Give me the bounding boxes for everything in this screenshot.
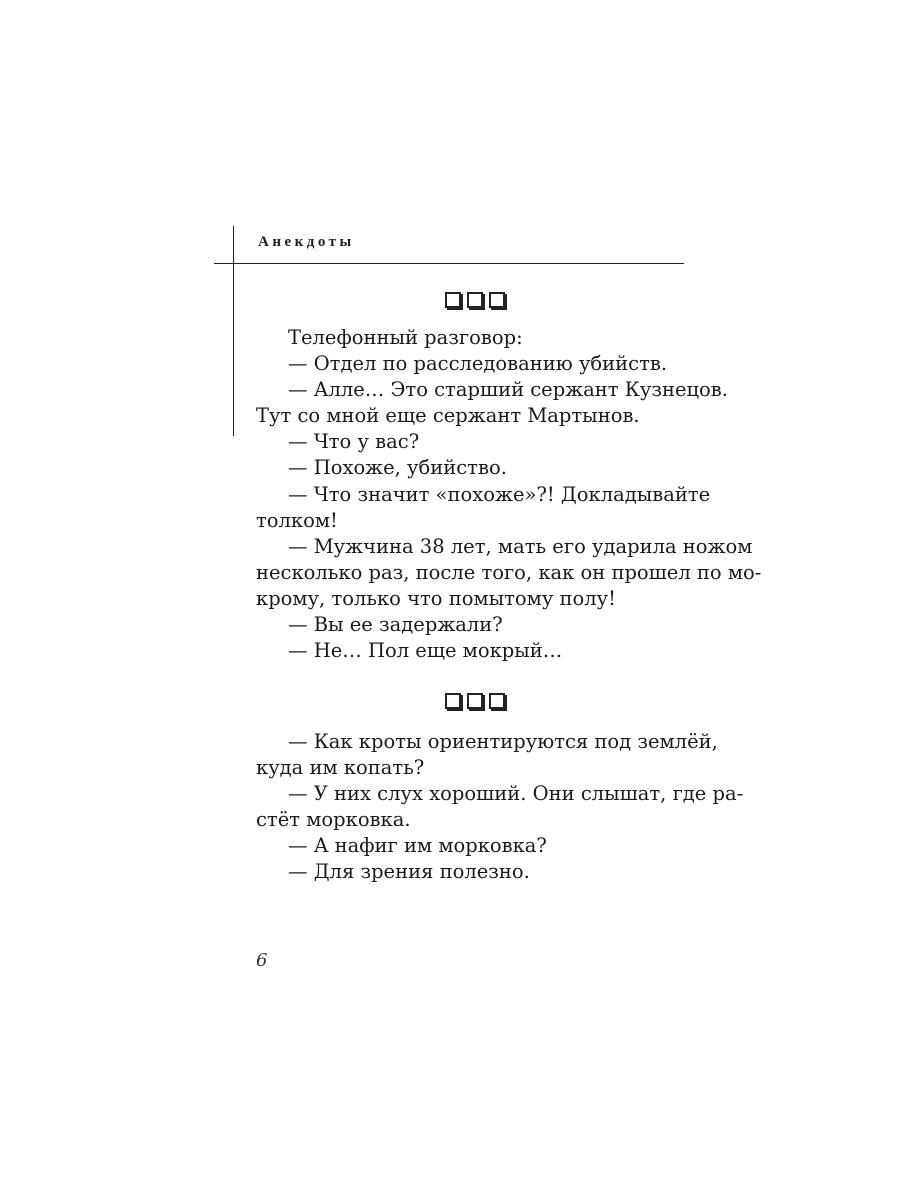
text-line: — Для зрения полезно. xyxy=(288,860,530,883)
text-line: крому, только что помытому полу! xyxy=(256,587,616,610)
page-number: 6 xyxy=(256,950,268,971)
text-line: — Мужчина 38 лет, мать его ударила ножом xyxy=(288,535,753,558)
text-line: — Алле… Это старший сержант Кузнецов. xyxy=(288,378,728,401)
text-line: — Отдел по расследованию убийств. xyxy=(288,352,668,375)
square-ornament-icon xyxy=(489,693,505,709)
square-ornament-icon xyxy=(467,693,483,709)
square-ornament-icon xyxy=(445,292,461,308)
running-header: Анекдоты xyxy=(258,234,355,250)
text-line: — Не… Пол еще мокрый… xyxy=(288,639,563,662)
text-line: Тут со мной еще сержант Мартынов. xyxy=(256,404,640,427)
text-line: — Что значит «похоже»?! Докладывайте xyxy=(288,483,711,506)
text-line: толком! xyxy=(256,509,338,532)
text-line: куда им копать? xyxy=(256,756,425,779)
text-line: — Похоже, убийство. xyxy=(288,456,507,479)
square-ornament-icon xyxy=(489,292,505,308)
text-line: несколько раз, после того, как он прошел по мо- xyxy=(256,561,762,584)
text-line: — Как кроты ориентируются под землёй, xyxy=(288,730,718,753)
text-line: — Что у вас? xyxy=(288,430,420,453)
text-line: — Вы ее задержали? xyxy=(288,613,503,636)
text-line: стёт морковка. xyxy=(256,808,411,831)
header-vertical-rule xyxy=(233,226,234,436)
section-separator xyxy=(440,693,510,709)
header-horizontal-rule xyxy=(214,263,684,264)
square-ornament-icon xyxy=(445,693,461,709)
text-line: — А нафиг им морковка? xyxy=(288,834,547,857)
text-line: Телефонный разговор: xyxy=(288,326,523,349)
square-ornament-icon xyxy=(467,292,483,308)
text-line: — У них слух хороший. Они слышат, где ра- xyxy=(288,782,744,805)
section-separator xyxy=(440,292,510,308)
